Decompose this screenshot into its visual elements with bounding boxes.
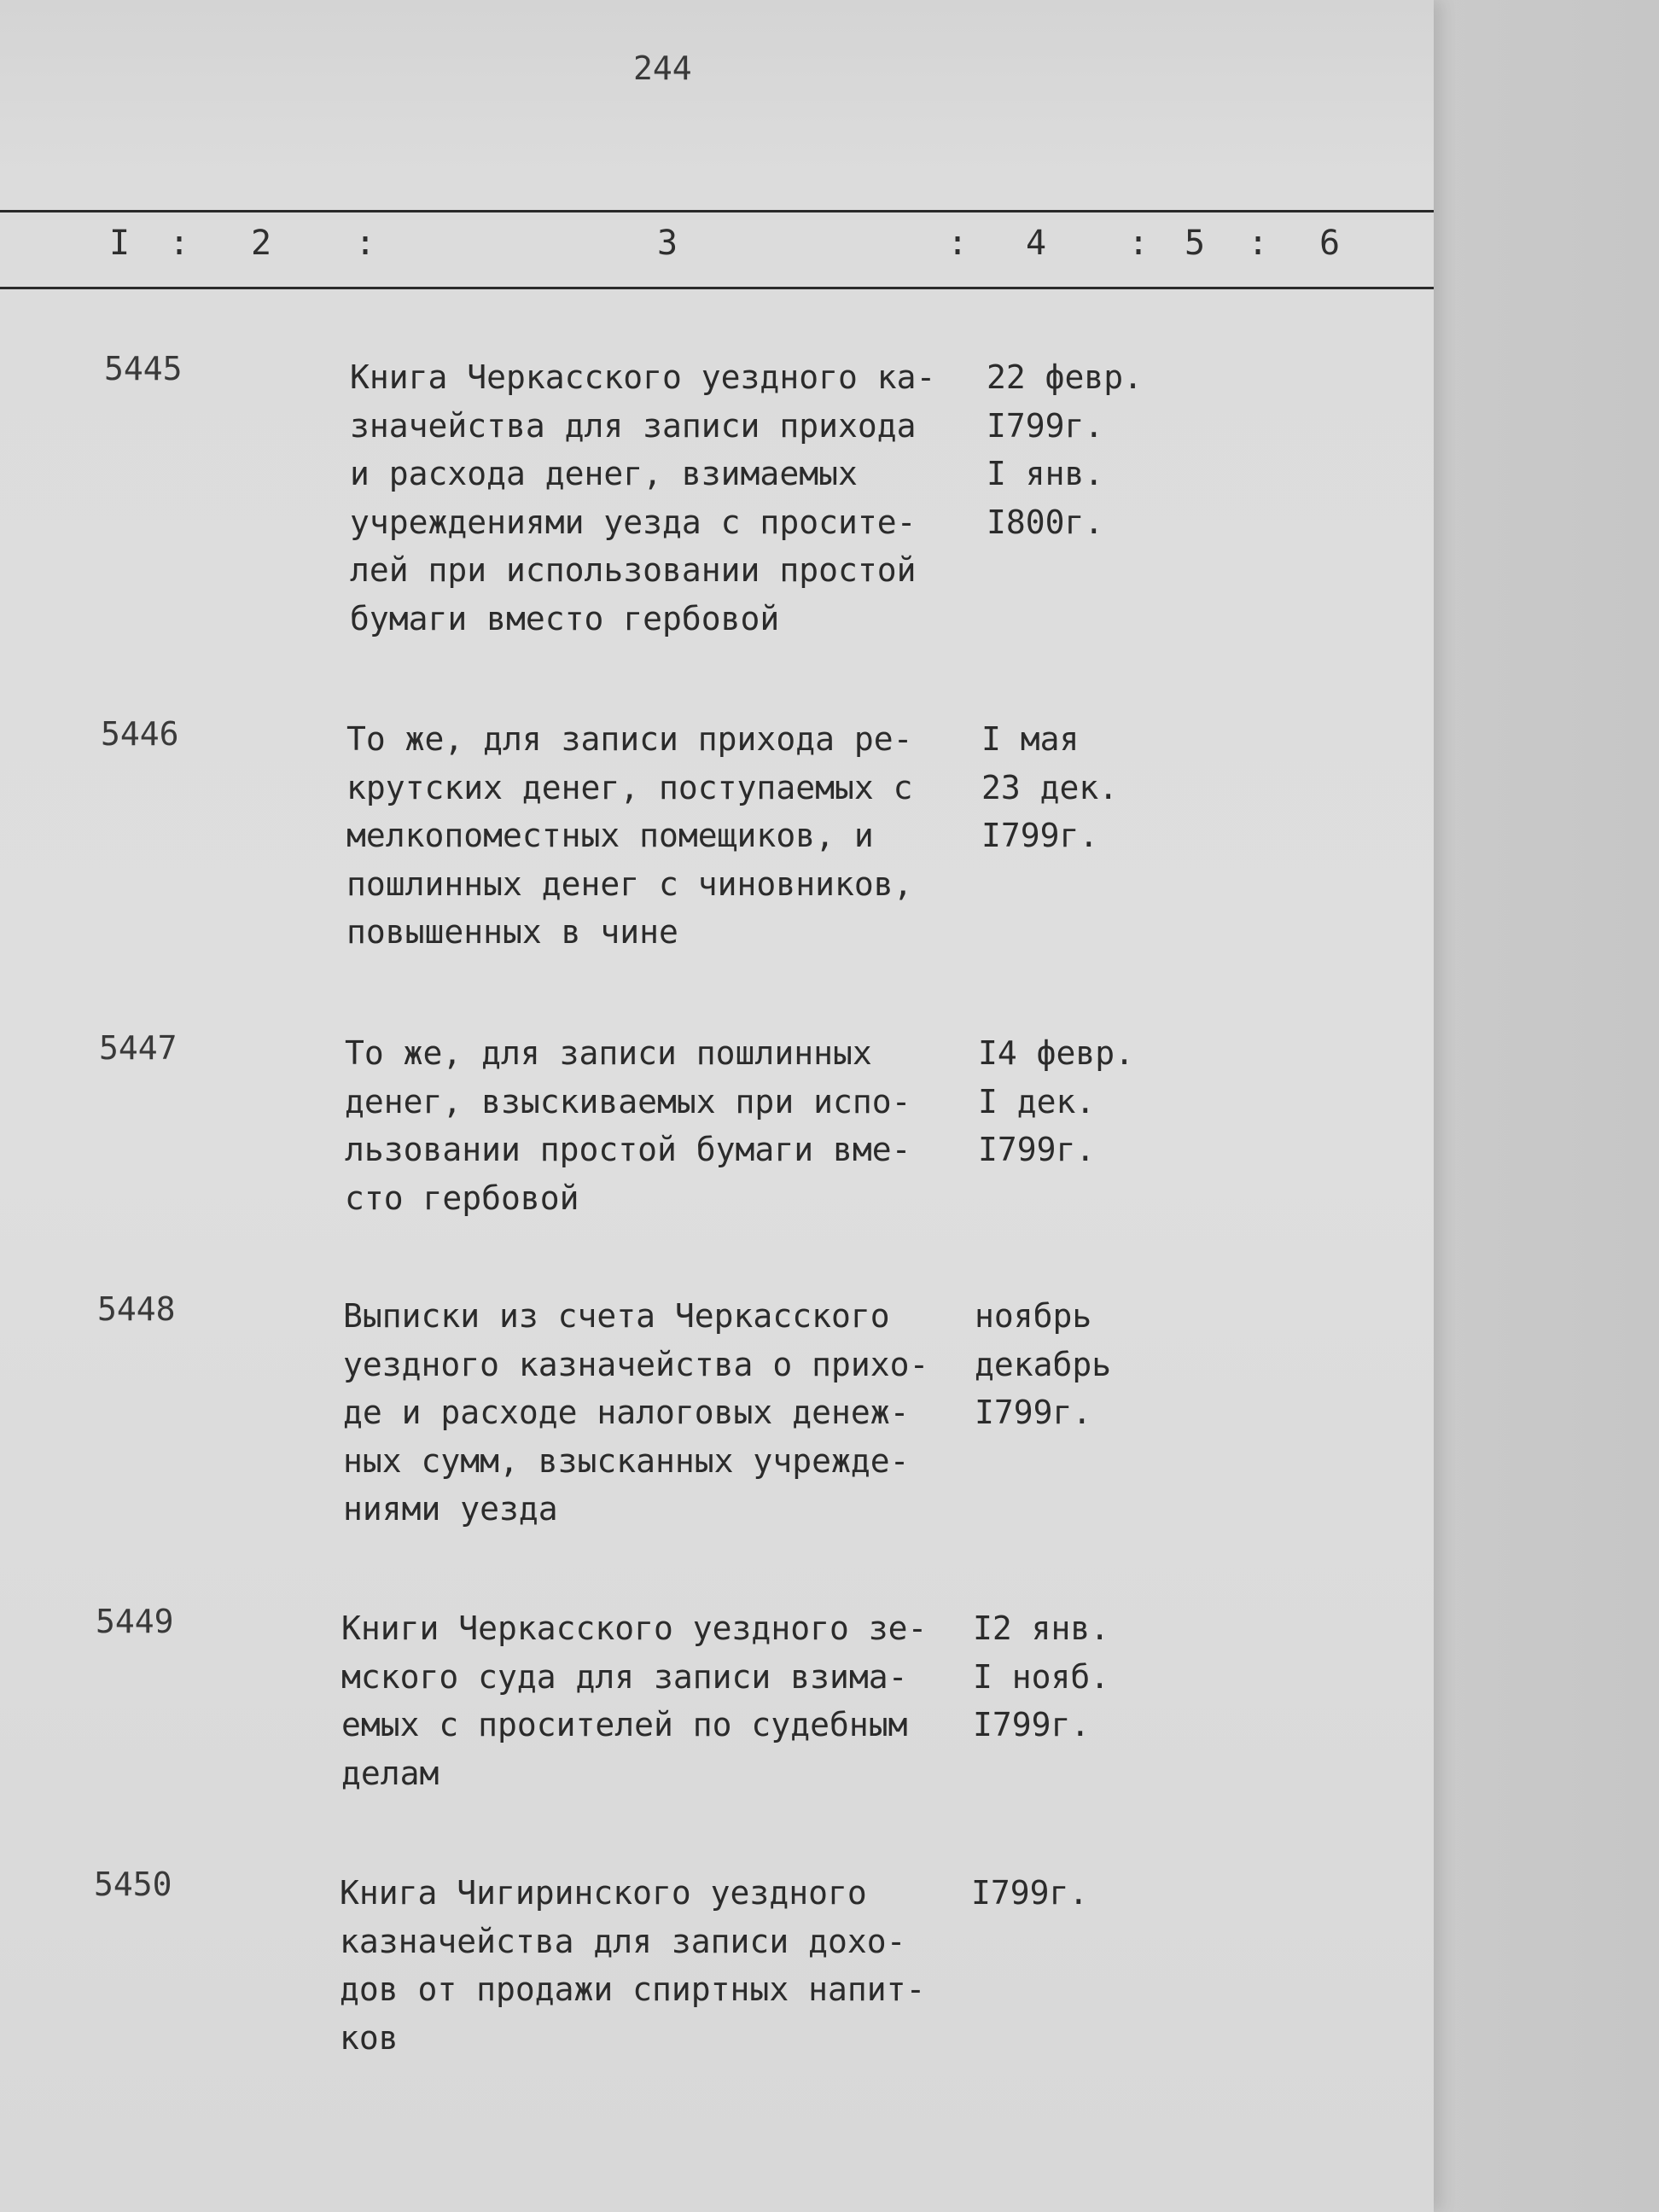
header-col-6: 6 [1319, 224, 1341, 263]
entry-number: 5446 [101, 715, 179, 753]
description-line: емых с просителей по судебным [341, 1706, 908, 1743]
description-line: Выписки из счета Черкасского [343, 1297, 890, 1335]
date-line: I нояб. [973, 1657, 1110, 1696]
description-line: учреждениями уезда с просите- [350, 503, 917, 541]
date-line: I799г. [973, 1706, 1091, 1743]
header-col-1: I [109, 224, 131, 263]
date-line: I799г. [981, 817, 1099, 854]
date-line: I799г. [978, 1131, 1096, 1168]
description-line: льзовании простой бумаги вме- [345, 1131, 911, 1168]
description-line: денег, взыскиваемых при испо- [345, 1082, 911, 1121]
entry-description [340, 1869, 925, 2062]
description-line: уездного казначейства о прихо- [343, 1345, 929, 1383]
header-separator: : [169, 224, 190, 263]
description-line: бумаги вместо гербовой [350, 599, 780, 637]
description-line: То же, для записи пошлинных [345, 1034, 872, 1072]
entry-dates [973, 1604, 1109, 1749]
entry-dates [987, 353, 1143, 546]
header-col-3: 3 [657, 224, 678, 263]
date-line: ноябрь [975, 1297, 1092, 1335]
date-line: I дек. [978, 1082, 1096, 1121]
description-line: значейства для записи прихода [350, 406, 917, 445]
entry-dates [971, 1869, 1088, 1918]
description-line: Книги Черкасского уездного зе- [341, 1610, 928, 1647]
description-line: сто гербовой [345, 1179, 579, 1217]
description-line: ков [340, 2018, 399, 2057]
date-line: I4 февр. [978, 1034, 1135, 1072]
entry-description [345, 1029, 911, 1222]
description-line: дов от продажи спиртных напит- [340, 1970, 926, 2008]
date-line: I мая [981, 720, 1080, 758]
description-line: лей при использовании простой [350, 551, 917, 589]
description-line: Книга Черкасского уездного ка- [350, 358, 936, 396]
entry-number: 5447 [99, 1029, 178, 1067]
description-line: Книга Чигиринского уездного [340, 1874, 867, 1912]
entry-description [350, 353, 935, 643]
date-line: декабрь [975, 1345, 1112, 1383]
entry-number: 5450 [94, 1866, 172, 1903]
entry-description [346, 715, 912, 957]
page-number: 244 [633, 49, 692, 87]
description-line: мелкопоместных помещиков, и [346, 817, 874, 854]
header-col-2: 2 [251, 224, 272, 263]
date-line: 22 февр. [987, 358, 1144, 396]
date-line: I799г. [975, 1394, 1092, 1431]
description-line: ных сумм, взысканных учрежде- [343, 1441, 910, 1480]
header-bottom-rule [0, 287, 1434, 289]
description-line: де и расходе налоговых денеж- [343, 1394, 910, 1431]
description-line: казначейства для записи дохо- [340, 1922, 906, 1960]
header-separator: : [947, 224, 969, 263]
header-separator: : [1128, 224, 1150, 263]
date-line: I799г. [987, 406, 1104, 445]
description-line: То же, для записи прихода ре- [346, 720, 913, 758]
date-line: I800г. [987, 503, 1104, 541]
entry-dates [975, 1292, 1111, 1437]
header-top-rule [0, 210, 1434, 212]
date-line: I янв. [987, 455, 1104, 492]
description-line: делам [341, 1754, 439, 1792]
date-line: I799г. [971, 1874, 1089, 1912]
entry-dates [978, 1029, 1134, 1174]
date-line: 23 дек. [981, 768, 1119, 806]
description-line: ниями уезда [343, 1490, 558, 1528]
entry-description [343, 1292, 928, 1534]
description-line: и расхода денег, взимаемых [350, 455, 858, 492]
header-col-4: 4 [1026, 224, 1047, 263]
date-line: I2 янв. [973, 1610, 1110, 1647]
entry-dates [981, 715, 1118, 860]
header-separator: : [1248, 224, 1269, 263]
entry-number: 5448 [97, 1290, 176, 1328]
entry-number: 5449 [96, 1603, 174, 1640]
entry-number: 5445 [104, 350, 183, 387]
entry-description [341, 1604, 927, 1797]
description-line: пошлинных денег с чиновников, [346, 864, 913, 903]
description-line: крутских денег, поступаемых с [346, 768, 913, 806]
description-line: мского суда для записи взима- [341, 1657, 908, 1696]
header-separator: : [355, 224, 376, 263]
description-line: повышенных в чине [346, 913, 678, 951]
header-col-5: 5 [1185, 224, 1206, 263]
